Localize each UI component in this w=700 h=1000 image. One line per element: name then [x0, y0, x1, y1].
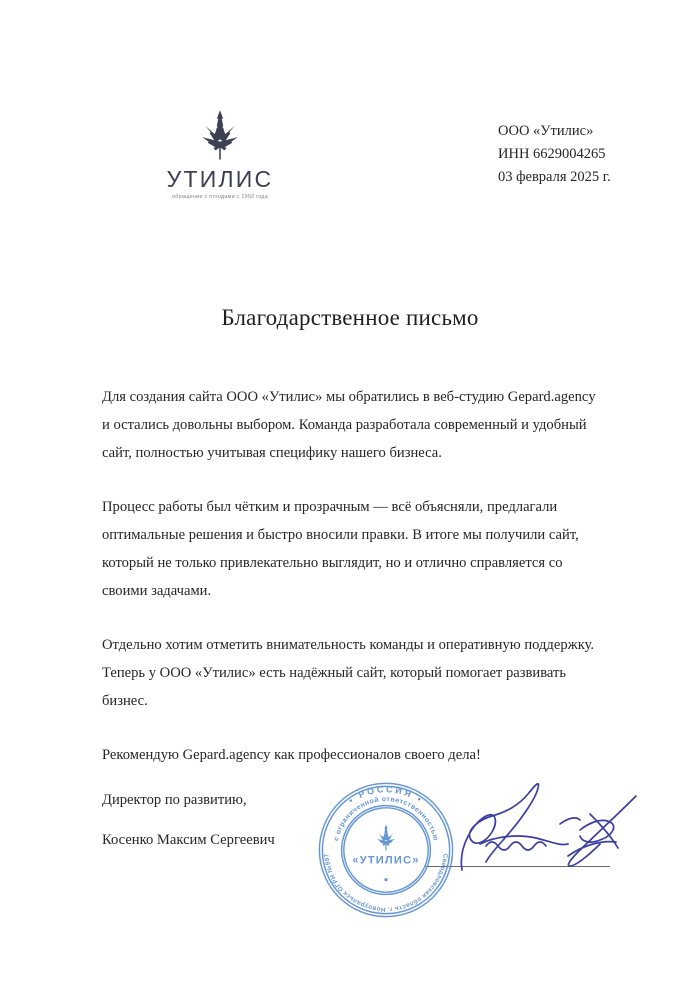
letter-date: 03 февраля 2025 г.	[498, 169, 611, 185]
body-paragraph: Процесс работы был чётким и прозрачным — всё объясняли, предлагали оптимальные решения и быстро вносили правки. В итоге мы получили сайт, который не только привлекательно выглядит, но и отлично справляется со своими задачами.	[102, 499, 579, 599]
body-paragraph: Для создания сайта ООО «Утилис» мы обратились в веб-студию Gepard.agency и остались довольны выбором. Команда разработала современный и удобный сайт, полностью учитывая специфику нашего бизнеса.	[102, 389, 596, 461]
company-logo	[155, 108, 285, 200]
maple-leaf-icon	[191, 108, 249, 164]
letter-body	[102, 383, 602, 769]
svg-text:с ограниченной ответственность: с ограниченной ответственностью	[333, 796, 440, 842]
logo-wordmark: УТИЛИС	[166, 166, 274, 192]
body-paragraph: Отдельно хотим отметить внимательность команды и оперативную поддержку. Теперь у ООО «Утилис» есть надёжный сайт, который помогает развивать бизнес.	[102, 637, 595, 709]
svg-text:• РОССИЯ •: • РОССИЯ •	[346, 784, 426, 806]
page-title: Благодарственное письмо	[221, 305, 479, 330]
letterhead-header	[0, 108, 700, 218]
company-details	[498, 120, 611, 189]
svg-text:«УТИЛИС»: «УТИЛИС»	[352, 854, 420, 867]
handwritten-signature	[440, 774, 640, 894]
signer-name: Косенко Максим Сергеевич	[102, 832, 275, 848]
company-name: ООО «Утилис»	[498, 123, 594, 139]
company-stamp	[312, 776, 460, 924]
svg-text:Свердловская область г. Новоур: Свердловская область г. Новоуральск ОГРН №997	[323, 853, 449, 913]
company-inn: ИНН 6629004265	[498, 146, 606, 162]
logo-tagline: обращение с отходами с 1992 года	[172, 194, 268, 200]
body-paragraph: Рекомендую Gepard.agency как профессионалов своего дела!	[102, 747, 481, 763]
signer-role: Директор по развитию,	[102, 792, 247, 808]
signature-block	[0, 780, 700, 940]
